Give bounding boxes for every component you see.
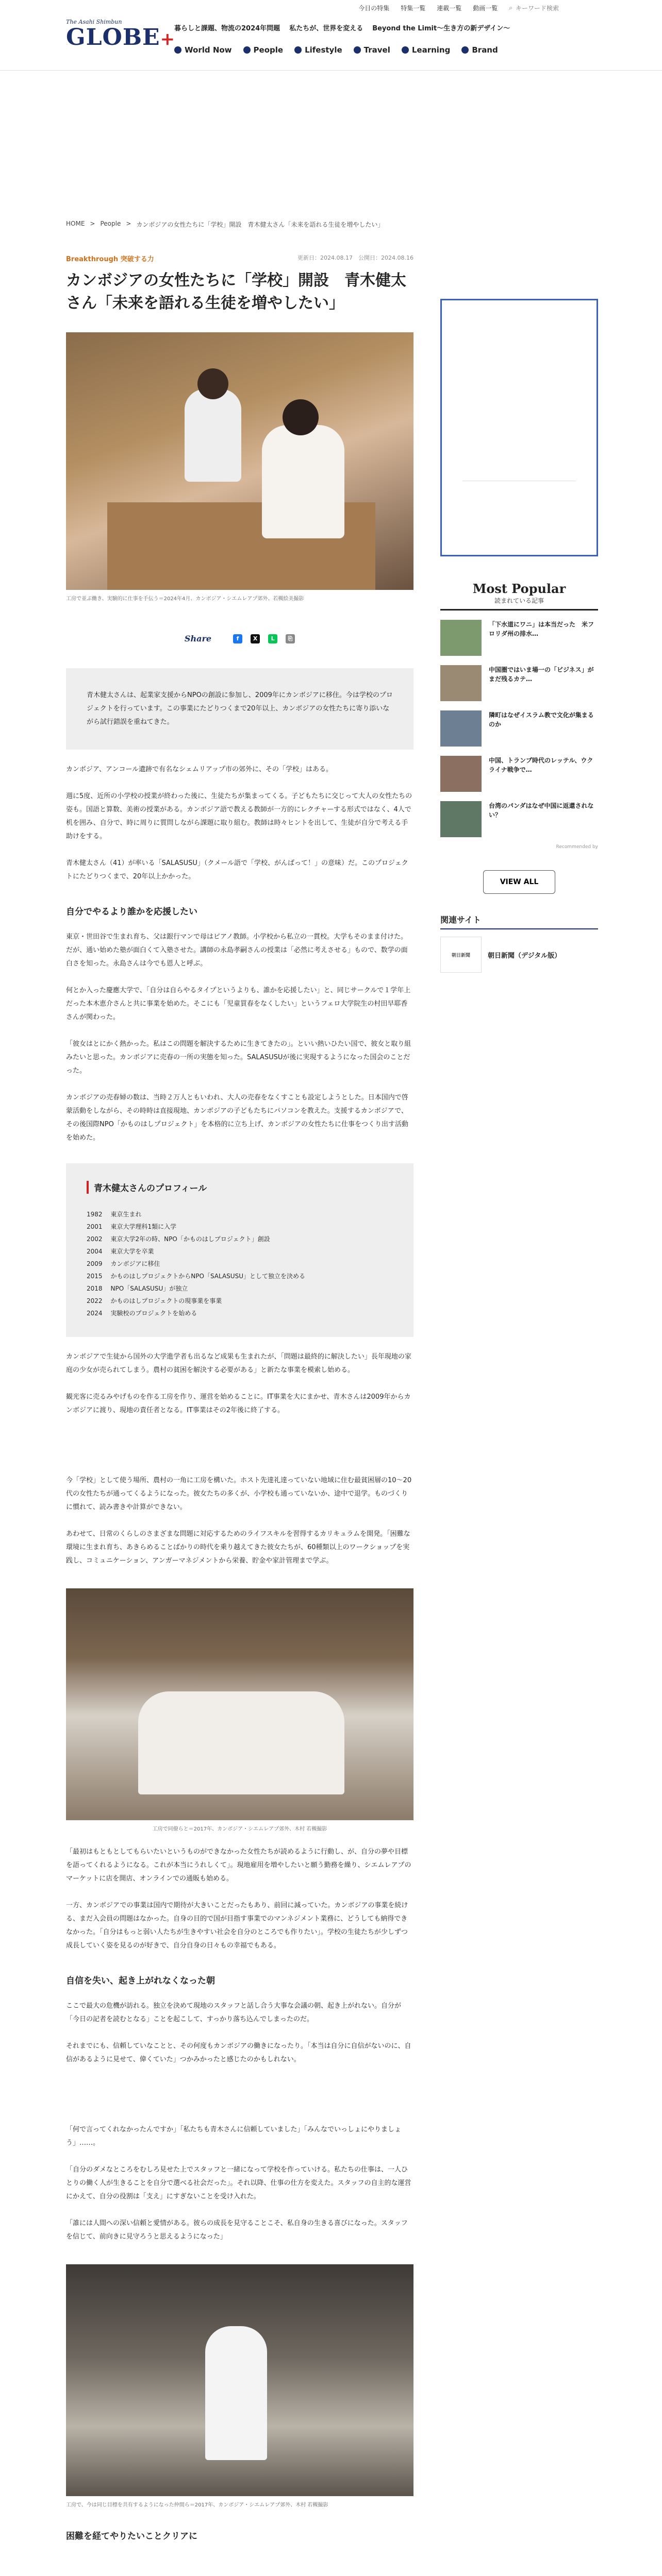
- topbar-link-features[interactable]: 特集一覧: [401, 4, 426, 12]
- popular-divider: [440, 609, 598, 611]
- ad-slot[interactable]: [440, 299, 598, 556]
- site-logo[interactable]: [66, 19, 174, 55]
- header-divider: [0, 70, 662, 71]
- nav-brand[interactable]: Brand: [461, 45, 498, 55]
- profile-row: 2004 東京大学を卒業: [87, 1248, 154, 1255]
- profile-row: 2001 東京大学理科1類に入学: [87, 1223, 177, 1230]
- section-heading: 困難を経てやりたいことクリアに: [66, 2531, 197, 2541]
- photo-person: [262, 425, 344, 538]
- brand-icon: [461, 46, 469, 54]
- paragraph: あわせて、日常のくらしのさまざまな問題に対応するためのライフスキルを習得するカリキュラムを開発。「困難な環境に生まれ育ち、あきらめることばかりの時代を乗り越えてきた彼女たちが、60種類以上のワークショップを実践し、コミュニケーション、アンガーマネジメントから栄養、貯金や家計管理まで学ぶ。: [66, 1530, 410, 1565]
- hero-caption: 工房で並ぶ働き、実験的に仕事を手伝う＝2024年4月、カンボジア・シエムレアプ郊外、若槻絵美撮影: [66, 596, 304, 602]
- nav-world-now[interactable]: World Now: [174, 45, 232, 55]
- popular-thumbnail: [440, 801, 482, 837]
- profile-box: [66, 1163, 413, 1337]
- main-content: [0, 253, 662, 2541]
- photo-person-head: [283, 399, 319, 435]
- related-item-label: 朝日新聞（デジタル版）: [488, 952, 561, 960]
- headline-link-2[interactable]: 私たちが、世界を変える: [289, 25, 363, 32]
- topbar-link-videos[interactable]: 動画一覧: [473, 4, 498, 12]
- nav-lifestyle[interactable]: Lifestyle: [294, 45, 342, 55]
- article-title: カンボジアの女性たちに「学校」開設 青木健太さん「未来を語れる生徒を増やしたい」: [66, 272, 406, 312]
- nav-learning[interactable]: Learning: [402, 45, 451, 55]
- popular-item-title: 「下水道にワニ」は本当だった 米フロリダ州の排水…: [489, 621, 594, 637]
- related-title: 関連サイト: [440, 913, 598, 929]
- factory-photo: [66, 2264, 413, 2496]
- related-logo: 朝日新聞: [440, 937, 482, 973]
- article-meta: [66, 253, 413, 263]
- paragraph: カンボジアで生徒から国外の大学進学者も出るなど成果も生まれたが、「問題は最終的に解決したい」長年現地の家庭の少女が売られてしまう。農村の貧困を解決する必要がある」と新たな事業を模索し始める。: [66, 1353, 411, 1374]
- popular-item[interactable]: [440, 801, 598, 837]
- photo-caption: 工房で同僚らと＝2017年、カンボジア・シエムレアプ郊外、木村 若槻撮影: [152, 1826, 327, 1832]
- article-dates: 更新日：2024.08.17 公開日：2024.08.16: [297, 255, 413, 261]
- paragraph: 東京・世田谷で生まれ育ち、父は銀行マンで母はピアノ教師。小学校から私立の一貫校。大学もそのまま付けた。だが、通い始めた塾が面白くて入塾させた。講師の永島孝嗣さんの授業は「必然に考えさせる」もので、数学の面白さを知った。永島さんは今でも恩人と呼ぶ。: [66, 933, 408, 968]
- most-popular: [440, 581, 598, 894]
- paragraph: 「自分のダメなところをむしろ見せた上でスタッフと一緒になって学校を作っていける。私たちの仕事は、一人ひとりの働く人が生きることを自分で選べる社会だった」。それ以降、仕事の仕方を変えた。スタッフの自主的な運営にかえて、自分の役割は「支え」にすぎないことを受け入れた。: [66, 2166, 411, 2200]
- group-photo: [66, 1588, 413, 1820]
- paragraph: 週に5度、近所の小学校の授業が終わった後に、生徒たちが集まってくる。子どもたちに交じって大人の女性たちの姿も。国語と算数、美術の授業がある。カンボジア語で教える教師が一方的にレクチャーする形式ではなく、4人で机を囲み、自分で、時に周りに質問しながら課題に取り組む。教師は時々ヒントを出して、生徒が自分で考える手助けをする。: [66, 792, 412, 840]
- popular-item-title: 台湾のパンダはなぜ中国に返還されない？: [489, 802, 594, 819]
- headline-link-3[interactable]: Beyond the Limit〜生き方の新デザイン〜: [372, 25, 510, 32]
- popular-title: Most Popular: [472, 581, 566, 596]
- breadcrumb: [66, 220, 662, 229]
- article-summary: 青木健太さんは、起業家支援からNPOの創設に参加し、2009年にカンボジアに移住。今は学校のプロジェクトを行っています。この事業にたどりつくまで20年以上、カンボジアの女性たちに寄り添いながら試行錯誤を重ねてきた。: [66, 668, 413, 750]
- popular-item-title: 中国、トランプ時代のレッテル、ウクライナ戦争で…: [489, 757, 593, 773]
- photo-person: [185, 389, 241, 482]
- popular-thumbnail: [440, 620, 482, 656]
- breadcrumb-current: カンボジアの女性たちに「学校」開設 青木健太さん「未来を語れる生徒を増やしたい」: [136, 221, 384, 228]
- link-icon[interactable]: ⎘: [286, 634, 295, 643]
- paragraph: 「誰には人間への深い信頼と愛情がある。彼らの成長を見守ることこそ、私自身の生きる喜びになった。スタッフを信じて、前向きに見守ろうと思えるようになった」: [66, 2219, 408, 2241]
- masthead: [0, 15, 662, 63]
- profile-row: 2002 東京大学2年の時、NPO「かものはしプロジェクト」創設: [87, 1235, 270, 1243]
- topbar-link-series[interactable]: 連載一覧: [437, 4, 462, 12]
- paragraph: 観光客に売るみやげものを作る工房を作り、運営を始めることに。IT事業を大にまかせ、青木さんは2009年からカンボジアに渡り、現地の責任者となる。IT事業はその2年後に終了する。: [66, 1393, 411, 1414]
- photo-person: [205, 2326, 267, 2460]
- paragraph: 今「学校」として使う場所、農村の一角に工房を構いた。ホスト先達礼達っていない地域に住む最貧困層の10〜20代の女性たちが通ってくるようになった。彼女たちの多くが、小学校も通っていないか、途中で退学。ものづくりに慣れて、読み書きや計算ができない。: [66, 1477, 412, 1511]
- popular-item[interactable]: [440, 620, 598, 656]
- search-icon: ⌕: [509, 4, 512, 11]
- photo-caption: 工房で、今は同じ目標を共有するようになった仲間ら＝2017年、カンボジア・シエムレアプ郊外、木村 若槻撮影: [66, 2502, 328, 2508]
- breadcrumb-separator: >: [90, 220, 95, 227]
- breadcrumb-people[interactable]: People: [100, 220, 121, 227]
- popular-thumbnail: [440, 756, 482, 792]
- lifestyle-icon: [294, 46, 302, 54]
- paragraph: カンボジア、アンコール遺跡で有名なシェムリアップ市の郊外に、その「学校」はある。: [66, 766, 333, 773]
- search-input[interactable]: キーワード検索: [515, 4, 559, 12]
- paragraph: 「何で言ってくれなかったんですか」「私たちも青木さんに信頼していました」「みんなでいっしょにやりましょう」……。: [66, 2126, 402, 2147]
- photo-person-head: [197, 368, 228, 399]
- top-utility-bar: [0, 0, 662, 15]
- popular-item-title: 中国圏ではいま場一の「ビジネス」がまだ残るカテ…: [489, 666, 594, 683]
- profile-row: 1982 東京生まれ: [87, 1211, 142, 1218]
- hero-photo: [66, 332, 413, 590]
- header-headlines: [174, 23, 510, 32]
- learning-icon: [402, 46, 409, 54]
- share-label: Share: [184, 634, 212, 643]
- article-category[interactable]: Breakthrough 突破する力: [66, 256, 154, 263]
- paragraph: カンボジアの売春婦の数は、当時２万人ともいわれ、大人の売春をなくすことも設定しようとした。日本国内で啓蒙活動をしながら、その時時は直接現地、カンボジアの子どもたちにパソコンを教えた。支援するカンボジアで、その後国際NPO「かものはしプロジェクト」を本格的に立ち上げ、カンボジアの女性たちに仕事をつくり出す活動を始めた。: [66, 1094, 409, 1142]
- paragraph: 青木健太さん（41）が率いる「SALASUSU」（クメール語で「学校、がんばって！」の意味）だ。このプロジェクトにたどりつくまで、20年以上かかった。: [66, 859, 408, 880]
- nav-people[interactable]: People: [243, 45, 284, 55]
- paragraph: 「彼女はとにかく熱かった。私はこの問題を解決するために生きてきたの」。といい熱いひたい国で、彼女と取り組みたいと思った。カンボジアに売春の一所の実態を知った。SALASUSUが後に実現するようになった国会のことだった。: [66, 1040, 411, 1075]
- paragraph: ここで最大の危機が訪れる。独立を決めて現地のスタッフと話し合う大事な会議の朝、起き上がれない。自分が「今日の記者を読むとなる」ことを起こして、すっかり落ち込んでしまったのだ。: [66, 2002, 402, 2023]
- breadcrumb-separator: >: [126, 220, 131, 227]
- photo-group-people: [138, 1691, 344, 1794]
- globe-icon: [174, 46, 181, 54]
- profile-row: 2024 実験校のプロジェクトを始める: [87, 1310, 197, 1317]
- popular-subtitle: 読まれている記事: [494, 597, 544, 604]
- share-bar: [66, 634, 413, 643]
- section-heading: 自信を失い、起き上がれなくなった朝: [66, 1976, 215, 1986]
- travel-icon: [354, 46, 361, 54]
- popular-thumbnail: [440, 665, 482, 701]
- profile-row: 2018 NPO「SALASUSU」が独立: [87, 1285, 188, 1292]
- sidebar: [440, 253, 598, 2541]
- popular-item-title: 隣町はなぜイスラム教で文化が集まるのか: [489, 711, 594, 728]
- related-item[interactable]: [440, 937, 598, 973]
- paragraph: 何とか入った慶應大学で、「自分は自らやるタイプというよりも、誰かを応援したい」と、同じサークルで１学年上だった本木恵介さんと共に事業を始めた。そこにも「児童買春をなくしたい」というフェロ大学院生の村田早耶香さんが関わった。: [66, 987, 411, 1021]
- paragraph: 一方、カンボジアでの事業は国内で期待が大きいことだったもあり、前回に減っていた。カンボジアの事業を続ける、まだ入会員の問題はなかった。自身の目的で国が目指す事業でのマンネジメント業務に、どうしても納得できなかった。「自分はもっと弱い人たちが生きやすい社会を自分のところでも作りたい」。学校の生徒たちが少しずつ成長していく姿を見るのが好きで、自分自身の日々もの幸福でもある。: [66, 1902, 408, 1950]
- paragraph: 「最初はもともとしてもらいたいというものができなかった女性たちが読めるように行動し、が、自分の夢や目標を語ってくれるようになる。これが本当にうれしくて」。現地雇用を増やしたいと願う勤務を繰り、シエムレアプのマーケットに店を開店、オンラインでの通販も始める。: [66, 1848, 411, 1883]
- breadcrumb-home[interactable]: HOME: [66, 220, 85, 227]
- section-heading: 自分でやるより誰かを応援したい: [66, 907, 197, 917]
- related-sites: [440, 913, 598, 973]
- line-icon[interactable]: L: [268, 634, 277, 643]
- popular-item[interactable]: [440, 710, 598, 747]
- profile-row: 2015 かものはしプロジェクトからNPO「SALASUSU」として独立を決める: [87, 1273, 305, 1280]
- profile-timeline: [87, 1208, 393, 1319]
- view-all-button[interactable]: VIEW ALL: [483, 870, 555, 894]
- popular-item[interactable]: [440, 756, 598, 792]
- logo-main: GLOBE+: [66, 24, 176, 50]
- headline-link-1[interactable]: 暮らしと課題、物流の2024年問題: [174, 25, 280, 32]
- recommend-credit: Recommended by: [556, 844, 598, 850]
- popular-thumbnail: [440, 710, 482, 747]
- x-icon[interactable]: X: [251, 634, 260, 643]
- nav-travel[interactable]: Travel: [354, 45, 390, 55]
- profile-row: 2009 カンボジアに移住: [87, 1260, 160, 1267]
- profile-row: 2022 かものはしプロジェクトの現事業を事業: [87, 1297, 222, 1304]
- facebook-icon[interactable]: f: [233, 634, 242, 643]
- search-box[interactable]: [509, 4, 559, 12]
- profile-title: 青木健太さんのプロフィール: [87, 1181, 393, 1194]
- topbar-link-today[interactable]: 今日の特集: [358, 4, 390, 12]
- article: [66, 253, 413, 2541]
- popular-item[interactable]: [440, 665, 598, 701]
- logo-subtitle: The Asahi Shimbun: [66, 19, 122, 25]
- paragraph: それまでにも、信頼していなことと、その何度もカンボジアの働きになったり。「本当は自分に自信がないのに、自信があるように見せて、偉くていた」つかみかったと感じたのかもしれない。: [66, 2042, 411, 2063]
- people-icon: [243, 46, 251, 54]
- main-nav: [174, 45, 662, 55]
